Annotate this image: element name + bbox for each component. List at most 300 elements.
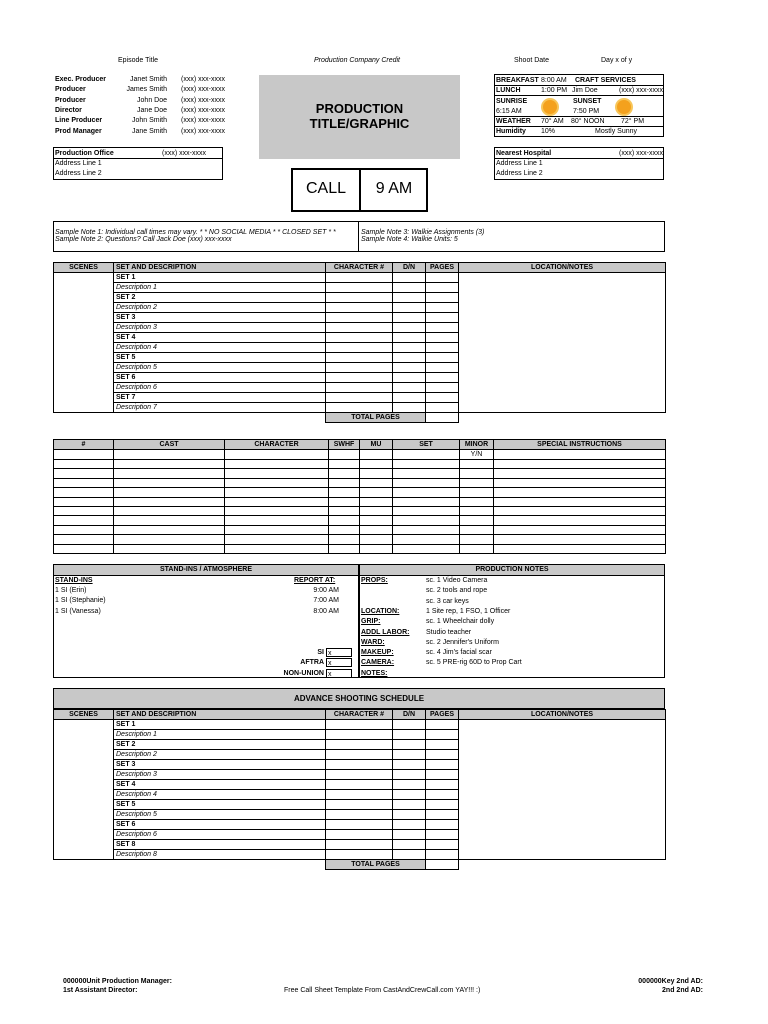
pages-cell[interactable] xyxy=(426,293,459,303)
table-row xyxy=(54,525,666,534)
set-description[interactable]: Description 2 xyxy=(114,303,326,313)
breakfast-label: BREAKFAST xyxy=(496,77,539,84)
note-2: Sample Note 2: Questions? Call Jack Doe (xxx) xxx-xxxx xyxy=(55,236,232,243)
call-time: 9 AM xyxy=(375,180,413,197)
dn-cell[interactable] xyxy=(393,373,426,383)
column-header: SPECIAL INSTRUCTIONS xyxy=(494,440,666,450)
crew-name: Jane Smith xyxy=(131,127,167,135)
set-description[interactable]: Description 3 xyxy=(114,770,326,780)
cast-cell[interactable] xyxy=(494,506,666,515)
production-note-label: GRIP: xyxy=(361,618,381,626)
production-note-label: PROPS: xyxy=(361,577,388,584)
cast-cell[interactable] xyxy=(360,535,393,544)
standin-report-time: 8:00 AM xyxy=(313,607,339,615)
character-cell[interactable] xyxy=(326,273,393,283)
pages-cell[interactable] xyxy=(426,303,459,313)
character-cell[interactable] xyxy=(326,830,393,840)
cast-cell[interactable] xyxy=(225,460,329,469)
dn-cell[interactable] xyxy=(393,283,426,293)
set-description[interactable]: Description 8 xyxy=(114,850,326,860)
cast-cell[interactable] xyxy=(360,469,393,478)
cast-cell[interactable] xyxy=(54,450,114,460)
cast-cell[interactable] xyxy=(460,478,494,487)
total-row xyxy=(54,860,666,870)
pages-cell[interactable] xyxy=(426,353,459,363)
cast-cell[interactable] xyxy=(329,460,360,469)
cast-cell[interactable] xyxy=(114,497,225,506)
table-row xyxy=(54,478,666,487)
character-cell[interactable] xyxy=(326,740,393,750)
character-cell[interactable] xyxy=(326,750,393,760)
dn-cell[interactable] xyxy=(393,353,426,363)
cast-cell[interactable] xyxy=(360,460,393,469)
pages-cell[interactable] xyxy=(426,730,459,740)
location-notes-cell[interactable] xyxy=(459,273,666,413)
crew-phone: (xxx) xxx-xxxx xyxy=(181,76,225,83)
pages-cell[interactable] xyxy=(426,333,459,343)
cast-cell[interactable] xyxy=(460,544,494,553)
pages-cell[interactable] xyxy=(426,750,459,760)
production-office-box xyxy=(53,147,223,180)
cast-cell[interactable] xyxy=(494,497,666,506)
cast-cell[interactable] xyxy=(393,544,460,553)
pages-cell[interactable] xyxy=(426,363,459,373)
dn-cell[interactable] xyxy=(393,780,426,790)
character-cell[interactable] xyxy=(326,840,393,850)
column-header: SET AND DESCRIPTION xyxy=(114,263,326,273)
union-checkbox[interactable]: x xyxy=(326,669,352,678)
dn-cell[interactable] xyxy=(393,770,426,780)
dn-cell[interactable] xyxy=(393,393,426,403)
column-header: PAGES xyxy=(426,263,459,273)
cast-cell[interactable] xyxy=(393,469,460,478)
set-label[interactable]: SET 8 xyxy=(114,840,326,850)
cast-cell[interactable] xyxy=(494,478,666,487)
cast-cell[interactable] xyxy=(360,525,393,534)
standin-name: 1 SI (Erin) xyxy=(55,587,87,594)
character-cell[interactable] xyxy=(326,323,393,333)
location-notes-cell[interactable] xyxy=(459,720,666,860)
pages-cell[interactable] xyxy=(426,780,459,790)
character-cell[interactable] xyxy=(326,800,393,810)
pages-cell[interactable] xyxy=(426,810,459,820)
cast-cell[interactable] xyxy=(329,544,360,553)
humidity-value: 10% xyxy=(541,128,556,135)
standins-col2: REPORT AT: xyxy=(294,577,336,584)
production-note-value: sc. 1 Video Camera xyxy=(426,577,488,584)
pages-cell[interactable] xyxy=(426,313,459,323)
total-pages-value[interactable] xyxy=(426,413,459,423)
cast-cell[interactable] xyxy=(329,469,360,478)
pages-cell[interactable] xyxy=(426,850,459,860)
cast-cell[interactable] xyxy=(393,460,460,469)
column-header: D/N xyxy=(393,710,426,720)
character-cell[interactable] xyxy=(326,780,393,790)
character-cell[interactable] xyxy=(326,383,393,393)
dn-cell[interactable] xyxy=(393,750,426,760)
character-cell[interactable] xyxy=(326,850,393,860)
cast-cell[interactable] xyxy=(460,525,494,534)
humidity-label: Humidity xyxy=(496,128,526,135)
cast-cell[interactable] xyxy=(54,478,114,487)
crew-role: Director xyxy=(55,106,82,114)
cast-cell[interactable] xyxy=(54,516,114,525)
cast-cell[interactable] xyxy=(54,525,114,534)
office-addr2: Address Line 2 xyxy=(55,170,102,177)
character-cell[interactable] xyxy=(326,293,393,303)
cast-cell[interactable] xyxy=(360,450,393,460)
craft-name: Jim Doe xyxy=(572,87,598,94)
column-header: CAST xyxy=(114,440,225,450)
cast-cell[interactable] xyxy=(393,525,460,534)
standins-col1: STAND-INS xyxy=(55,577,93,584)
cast-cell[interactable] xyxy=(54,535,114,544)
cast-cell[interactable] xyxy=(494,469,666,478)
set-description[interactable]: Description 2 xyxy=(114,750,326,760)
cast-cell[interactable] xyxy=(329,497,360,506)
nearest-hospital-box xyxy=(494,147,664,180)
character-cell[interactable] xyxy=(326,760,393,770)
cast-cell[interactable] xyxy=(360,516,393,525)
set-label[interactable]: SET 4 xyxy=(114,780,326,790)
crew-phone: (xxx) xxx-xxxx xyxy=(181,117,225,125)
dn-cell[interactable] xyxy=(393,403,426,413)
sunrise-label: SUNRISE xyxy=(496,98,528,105)
cast-cell[interactable] xyxy=(225,516,329,525)
production-note-label: LOCATION: xyxy=(361,607,400,615)
column-header: D/N xyxy=(393,263,426,273)
table-row xyxy=(54,488,666,497)
pages-cell[interactable] xyxy=(426,273,459,283)
total-row xyxy=(54,413,666,423)
pages-cell[interactable] xyxy=(426,840,459,850)
cast-cell[interactable] xyxy=(54,506,114,515)
cast-cell[interactable] xyxy=(54,469,114,478)
set-label[interactable]: SET 2 xyxy=(114,293,326,303)
character-cell[interactable] xyxy=(326,770,393,780)
advance-title: ADVANCE SHOOTING SCHEDULE xyxy=(293,694,425,703)
production-note-value: 1 Site rep, 1 FSO, 1 Officer xyxy=(426,607,511,615)
lunch-time: 1:00 PM xyxy=(541,87,568,94)
cast-cell[interactable] xyxy=(393,488,460,497)
day-of: Day x of y xyxy=(601,57,633,64)
dn-cell[interactable] xyxy=(393,800,426,810)
pages-cell[interactable] xyxy=(426,383,459,393)
call-label: CALL xyxy=(305,180,347,197)
set-label[interactable]: SET 1 xyxy=(114,720,326,730)
production-note-value: sc. 1 Wheelchair dolly xyxy=(426,618,495,626)
cast-cell[interactable] xyxy=(114,488,225,497)
scene-cell[interactable] xyxy=(54,273,114,413)
cast-cell[interactable] xyxy=(225,544,329,553)
cast-cell[interactable] xyxy=(393,497,460,506)
set-label[interactable]: SET 5 xyxy=(114,353,326,363)
crew-name: James Smith xyxy=(126,86,167,94)
cast-cell[interactable] xyxy=(494,535,666,544)
sunrise-icon xyxy=(543,100,557,114)
cast-cell[interactable] xyxy=(54,488,114,497)
dn-cell[interactable] xyxy=(393,730,426,740)
pages-cell[interactable] xyxy=(426,343,459,353)
cast-cell[interactable] xyxy=(393,450,460,460)
crew-role: Producer xyxy=(55,86,86,94)
character-cell[interactable] xyxy=(326,373,393,383)
cast-cell[interactable] xyxy=(329,478,360,487)
cast-cell[interactable] xyxy=(329,450,360,460)
table-row xyxy=(54,460,666,469)
hospital-phone: (xxx) xxx-xxxx xyxy=(619,150,663,157)
cast-cell[interactable] xyxy=(114,478,225,487)
dn-cell[interactable] xyxy=(393,383,426,393)
cast-cell[interactable] xyxy=(494,460,666,469)
dn-cell[interactable] xyxy=(393,830,426,840)
cast-cell[interactable] xyxy=(114,450,225,460)
cast-cell[interactable] xyxy=(393,506,460,515)
breakfast-time: 8:00 AM xyxy=(541,77,567,84)
character-cell[interactable] xyxy=(326,353,393,363)
set-description[interactable]: Description 5 xyxy=(114,363,326,373)
set-label[interactable]: SET 6 xyxy=(114,820,326,830)
cast-cell[interactable] xyxy=(460,460,494,469)
cast-cell[interactable] xyxy=(393,478,460,487)
dn-cell[interactable] xyxy=(393,760,426,770)
cast-cell[interactable] xyxy=(225,450,329,460)
set-description[interactable]: Description 7 xyxy=(114,403,326,413)
production-note-value: Studio teacher xyxy=(426,628,472,636)
character-cell[interactable] xyxy=(326,730,393,740)
dn-cell[interactable] xyxy=(393,810,426,820)
cast-cell[interactable] xyxy=(114,460,225,469)
cast-cell[interactable] xyxy=(360,488,393,497)
character-cell[interactable] xyxy=(326,313,393,323)
sunset-label: SUNSET xyxy=(573,98,602,105)
cast-cell[interactable] xyxy=(114,506,225,515)
dn-cell[interactable] xyxy=(393,740,426,750)
pages-cell[interactable] xyxy=(426,373,459,383)
cast-cell[interactable] xyxy=(329,506,360,515)
cast-cell[interactable] xyxy=(494,525,666,534)
crew-name: John Doe xyxy=(137,96,167,104)
cast-cell[interactable] xyxy=(329,535,360,544)
weather-noon: 80° NOON xyxy=(571,118,605,125)
set-label[interactable]: SET 2 xyxy=(114,740,326,750)
cast-cell[interactable] xyxy=(225,469,329,478)
lunch-label: LUNCH xyxy=(496,87,521,94)
craft-phone: (xxx) xxx-xxxx xyxy=(619,87,663,94)
dn-cell[interactable] xyxy=(393,840,426,850)
pages-cell[interactable] xyxy=(426,830,459,840)
column-header: MINOR xyxy=(460,440,494,450)
cast-cell[interactable] xyxy=(494,516,666,525)
column-header: # xyxy=(54,440,114,450)
character-cell[interactable] xyxy=(326,393,393,403)
crew-phone: (xxx) xxx-xxxx xyxy=(181,86,225,94)
column-header: LOCATION/NOTES xyxy=(459,263,666,273)
character-cell[interactable] xyxy=(326,790,393,800)
character-cell[interactable] xyxy=(326,283,393,293)
set-description[interactable]: Description 4 xyxy=(114,343,326,353)
set-description[interactable]: Description 3 xyxy=(114,323,326,333)
cast-cell[interactable] xyxy=(225,478,329,487)
character-cell[interactable] xyxy=(326,303,393,313)
cast-cell[interactable] xyxy=(54,544,114,553)
column-header: CHARACTER xyxy=(225,440,329,450)
cast-cell[interactable] xyxy=(360,506,393,515)
union-checkbox[interactable]: x xyxy=(326,648,352,657)
dn-cell[interactable] xyxy=(393,303,426,313)
cast-cell[interactable] xyxy=(460,469,494,478)
dn-cell[interactable] xyxy=(393,820,426,830)
set-description[interactable]: Description 4 xyxy=(114,790,326,800)
set-label[interactable]: SET 3 xyxy=(114,313,326,323)
character-cell[interactable] xyxy=(326,343,393,353)
cast-cell[interactable] xyxy=(360,544,393,553)
advance-table xyxy=(53,709,666,870)
cast-cell[interactable] xyxy=(225,535,329,544)
cast-cell[interactable] xyxy=(494,544,666,553)
pages-cell[interactable] xyxy=(426,323,459,333)
cast-cell[interactable] xyxy=(225,506,329,515)
cast-cell[interactable] xyxy=(460,497,494,506)
pages-cell[interactable] xyxy=(426,820,459,830)
minor-yn[interactable]: Y/N xyxy=(460,450,494,460)
total-pages-value[interactable] xyxy=(426,860,459,870)
set-label[interactable]: SET 1 xyxy=(114,273,326,283)
pages-cell[interactable] xyxy=(426,800,459,810)
sunset-time: 7:50 PM xyxy=(573,108,600,115)
crew-role: Line Producer xyxy=(55,117,103,125)
union-checkbox[interactable]: x xyxy=(326,658,352,667)
union-label: AFTRA xyxy=(300,659,324,667)
title-line1: PRODUCTION xyxy=(315,101,404,116)
cast-cell[interactable] xyxy=(114,516,225,525)
dn-cell[interactable] xyxy=(393,313,426,323)
production-note-label: WARD: xyxy=(361,638,385,646)
cast-cell[interactable] xyxy=(360,478,393,487)
cast-cell[interactable] xyxy=(114,525,225,534)
standin-report-time: 9:00 AM xyxy=(313,587,339,594)
set-description[interactable]: Description 1 xyxy=(114,283,326,293)
office-addr1: Address Line 1 xyxy=(55,160,102,167)
production-company-credit: Production Company Credit xyxy=(314,57,400,64)
character-cell[interactable] xyxy=(326,363,393,373)
cast-cell[interactable] xyxy=(460,506,494,515)
notes-box xyxy=(53,221,665,252)
cast-cell[interactable] xyxy=(225,497,329,506)
column-header: MU xyxy=(360,440,393,450)
table-row xyxy=(54,273,666,283)
standins-box xyxy=(53,564,359,678)
pages-cell[interactable] xyxy=(426,283,459,293)
total-pages-label: TOTAL PAGES xyxy=(326,860,426,870)
cast-table xyxy=(53,439,666,554)
cast-cell[interactable] xyxy=(225,488,329,497)
dn-cell[interactable] xyxy=(393,343,426,353)
production-notes-box xyxy=(359,564,665,678)
cast-cell[interactable] xyxy=(114,469,225,478)
table-header-row xyxy=(54,710,666,720)
cast-cell[interactable] xyxy=(393,535,460,544)
cast-cell[interactable] xyxy=(329,516,360,525)
weather-pm: 72° PM xyxy=(621,118,645,125)
pages-cell[interactable] xyxy=(426,393,459,403)
cast-cell[interactable] xyxy=(54,497,114,506)
cast-cell[interactable] xyxy=(114,544,225,553)
set-label[interactable]: SET 5 xyxy=(114,800,326,810)
table-row xyxy=(54,720,666,730)
pages-cell[interactable] xyxy=(426,740,459,750)
dn-cell[interactable] xyxy=(393,293,426,303)
cast-cell[interactable] xyxy=(329,525,360,534)
dn-cell[interactable] xyxy=(393,790,426,800)
set-description[interactable]: Description 1 xyxy=(114,730,326,740)
column-header: PAGES xyxy=(426,710,459,720)
weather-am: 70° AM xyxy=(541,118,564,125)
dn-cell[interactable] xyxy=(393,273,426,283)
dn-cell[interactable] xyxy=(393,323,426,333)
footer-2nd-2nd-ad: 2nd 2nd AD: xyxy=(662,987,703,994)
character-cell[interactable] xyxy=(326,820,393,830)
shoot-date: Shoot Date xyxy=(514,57,550,64)
cast-cell[interactable] xyxy=(460,535,494,544)
pages-cell[interactable] xyxy=(426,790,459,800)
cast-cell[interactable] xyxy=(225,525,329,534)
dn-cell[interactable] xyxy=(393,333,426,343)
character-cell[interactable] xyxy=(326,403,393,413)
crew-phone: (xxx) xxx-xxxx xyxy=(181,96,225,104)
cast-cell[interactable] xyxy=(114,535,225,544)
pages-cell[interactable] xyxy=(426,770,459,780)
character-cell[interactable] xyxy=(326,333,393,343)
cast-cell[interactable] xyxy=(494,450,666,460)
pages-cell[interactable] xyxy=(426,403,459,413)
set-label[interactable]: SET 4 xyxy=(114,333,326,343)
table-row xyxy=(54,506,666,515)
footer-first-ad: 1st Assistant Director: xyxy=(63,987,138,994)
cast-cell[interactable] xyxy=(494,488,666,497)
character-cell[interactable] xyxy=(326,810,393,820)
dn-cell[interactable] xyxy=(393,850,426,860)
hospital-addr2: Address Line 2 xyxy=(496,170,543,177)
dn-cell[interactable] xyxy=(393,363,426,373)
cast-cell[interactable] xyxy=(460,488,494,497)
pages-cell[interactable] xyxy=(426,760,459,770)
column-header: SET AND DESCRIPTION xyxy=(114,710,326,720)
cast-cell[interactable] xyxy=(54,460,114,469)
set-label[interactable]: SET 7 xyxy=(114,393,326,403)
set-label[interactable]: SET 6 xyxy=(114,373,326,383)
dn-cell[interactable] xyxy=(393,720,426,730)
set-description[interactable]: Description 6 xyxy=(114,830,326,840)
scene-cell[interactable] xyxy=(54,720,114,860)
cast-cell[interactable] xyxy=(460,516,494,525)
meals-weather-box xyxy=(494,74,664,137)
weather-condition: Mostly Sunny xyxy=(595,128,638,135)
production-note-value: sc. 3 car keys xyxy=(426,597,469,605)
set-description[interactable]: Description 6 xyxy=(114,383,326,393)
set-description[interactable]: Description 5 xyxy=(114,810,326,820)
crew-name: Jane Doe xyxy=(137,106,167,114)
set-label[interactable]: SET 3 xyxy=(114,760,326,770)
character-cell[interactable] xyxy=(326,720,393,730)
cast-cell[interactable] xyxy=(329,488,360,497)
table-row xyxy=(54,535,666,544)
cast-cell[interactable] xyxy=(360,497,393,506)
cast-cell[interactable] xyxy=(393,516,460,525)
production-notes-title: PRODUCTION NOTES xyxy=(360,565,664,576)
pages-cell[interactable] xyxy=(426,720,459,730)
hospital-addr1: Address Line 1 xyxy=(496,160,543,167)
